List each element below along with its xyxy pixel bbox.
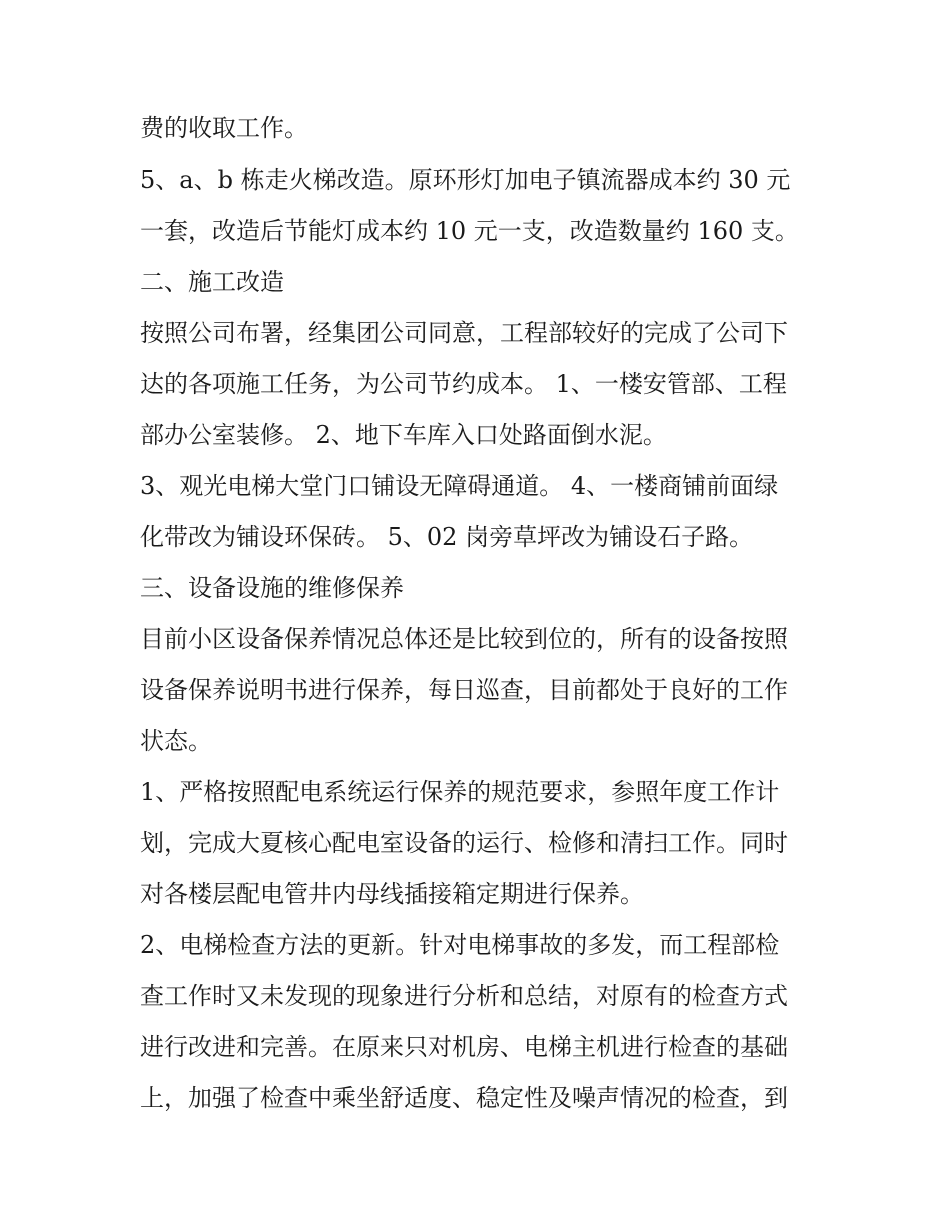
text-line: 查工作时又未发现的现象进行分析和总结，对原有的检查方式 <box>140 982 788 1010</box>
text-line: 设备保养说明书进行保养，每日巡查，目前都处于良好的工作 <box>140 676 788 704</box>
text-line: 划，完成大夏核心配电室设备的运行、检修和清扫工作。同时 <box>140 829 788 857</box>
text-line: 达的各项施工任务，为公司节约成本。 1、一楼安管部、工程 <box>140 370 787 398</box>
text-line: 一套，改造后节能灯成本约 10 元一支，改造数量约 160 支。 <box>140 217 799 245</box>
text-line: 上，加强了检查中乘坐舒适度、稳定性及噪声情况的检查，到 <box>140 1084 788 1112</box>
text-line: 1、严格按照配电系统运行保养的规范要求，参照年度工作计 <box>140 778 780 806</box>
text-line: 5、a、b 栋走火梯改造。原环形灯加电子镇流器成本约 30 元 <box>140 166 791 194</box>
text-line: 目前小区设备保养情况总体还是比较到位的，所有的设备按照 <box>140 625 788 653</box>
text-line: 3、观光电梯大堂门口铺设无障碍通道。 4、一楼商铺前面绿 <box>140 472 779 500</box>
section-heading: 二、施工改造 <box>140 268 284 296</box>
text-line: 2、电梯检查方法的更新。针对电梯事故的多发，而工程部检 <box>140 931 780 959</box>
text-line: 费的收取工作。 <box>140 114 308 142</box>
text-line: 化带改为铺设环保砖。 5、02 岗旁草坪改为铺设石子路。 <box>140 523 754 551</box>
text-line: 部办公室装修。 2、地下车库入口处路面倒水泥。 <box>140 421 667 449</box>
text-line: 进行改进和完善。在原来只对机房、电梯主机进行检查的基础 <box>140 1033 788 1061</box>
text-line: 状态。 <box>140 727 212 755</box>
text-line: 对各楼层配电管井内母线插接箱定期进行保养。 <box>140 880 644 908</box>
section-heading: 三、设备设施的维修保养 <box>140 574 404 602</box>
text-line: 按照公司布署，经集团公司同意，工程部较好的完成了公司下 <box>140 319 788 347</box>
